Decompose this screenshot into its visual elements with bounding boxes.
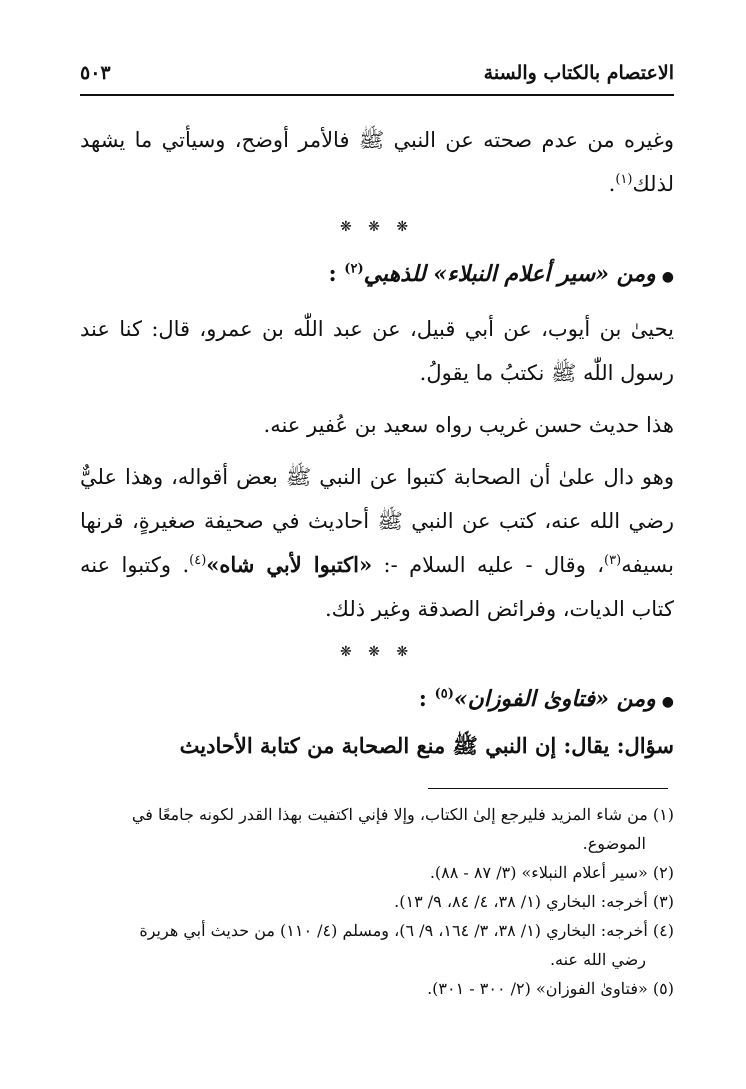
- hadith-quote: «اكتبوا لأبي شاه»: [206, 552, 373, 577]
- paragraph-2: يحيىٰ بن أيوب، عن أبي قبيل، عن عبد اللّٰه بن عمرو، قال: كنا عند رسول اللّٰه ﷺ نكتبُ ما يقولُ.: [80, 317, 674, 385]
- paragraph-3: هذا حديث حسن غريب رواه سعيد بن عُفير عنه.: [263, 413, 674, 437]
- bullet-icon: ●: [661, 694, 674, 710]
- footnote-ref-3: (٣): [604, 553, 622, 568]
- section-divider: ❋ ❋ ❋: [339, 219, 415, 235]
- question-line: سؤال: يقال: إن النبي ﷺ منع الصحابة من كتابة الأحاديث: [179, 733, 674, 758]
- footnote-ref-4: (٤): [189, 553, 207, 568]
- running-title: الاعتصام بالكتاب والسنة: [483, 62, 674, 84]
- footnote-ref-1: (١): [615, 172, 633, 187]
- footnote-ref-5: (٥): [434, 686, 454, 702]
- section-heading-fawzan: ●ومن «فتاوىٰ الفوزان»$^{(٥)}$ :: [418, 686, 674, 712]
- footnote-3: (٣) أخرجه: البخاري (١/ ٣٨، ٤/ ٨٤، ٩/ ١٣).: [394, 892, 674, 911]
- footnote-1: (١) من شاء المزيد فليرجع إلىٰ الكتاب، وإلا فإني اكتفيت بهذا القدر لكونه جامعًا في: [131, 805, 674, 824]
- bullet-icon: ●: [661, 269, 674, 285]
- footnote-2: (٢) «سير أعلام النبلاء» (٣/ ٨٧ - ٨٨).: [429, 863, 674, 882]
- paragraph-1: وغيره من عدم صحته عن النبي ﷺ فالأمر أوضح، وسيأتي ما يشهد لذلك$^{(١)}$.: [80, 128, 674, 196]
- footnote-ref-2: (٢): [344, 261, 364, 277]
- section-heading-siyar: ●ومن «سير أعلام النبلاء» للذهبي$^{(٢)}$ :: [328, 261, 674, 287]
- page-header: [80, 58, 674, 96]
- paragraph-4: وهو دال علىٰ أن الصحابة كتبوا عن النبي ﷺ بعض أقواله، وهذا عليٌّ رضي الله عنه، كتب عن النبي ﷺ أحاديث في صحيفة صغيرةٍ، قرنها بسيفه$^{(٣)}$، وقال - عليه السلام -: «اكتبوا لأبي شاه»$^{(٤)}$. وكتبوا عنه كتاب الديات، وفرائض الصدقة وغير ذلك.: [80, 465, 674, 621]
- main-text: [80, 118, 674, 768]
- page-number: ٥٠٣: [80, 62, 111, 84]
- footnote-1-continued: الموضوع.: [582, 834, 646, 853]
- footnotes: [80, 800, 674, 1003]
- footnote-5: (٥) «فتاوىٰ الفوزان» (٢/ ٣٠٠ - ٣٠١).: [427, 979, 674, 998]
- section-divider-2: ❋ ❋ ❋: [339, 644, 415, 660]
- footnote-separator: [428, 788, 668, 789]
- footnote-4: (٤) أخرجه: البخاري (١/ ٣٨، ٣/ ١٦٤، ٩/ ٦)، ومسلم (٤/ ١١٠) من حديث أبي هريرة: [139, 921, 674, 940]
- footnote-4-continued: رضي الله عنه.: [549, 950, 646, 969]
